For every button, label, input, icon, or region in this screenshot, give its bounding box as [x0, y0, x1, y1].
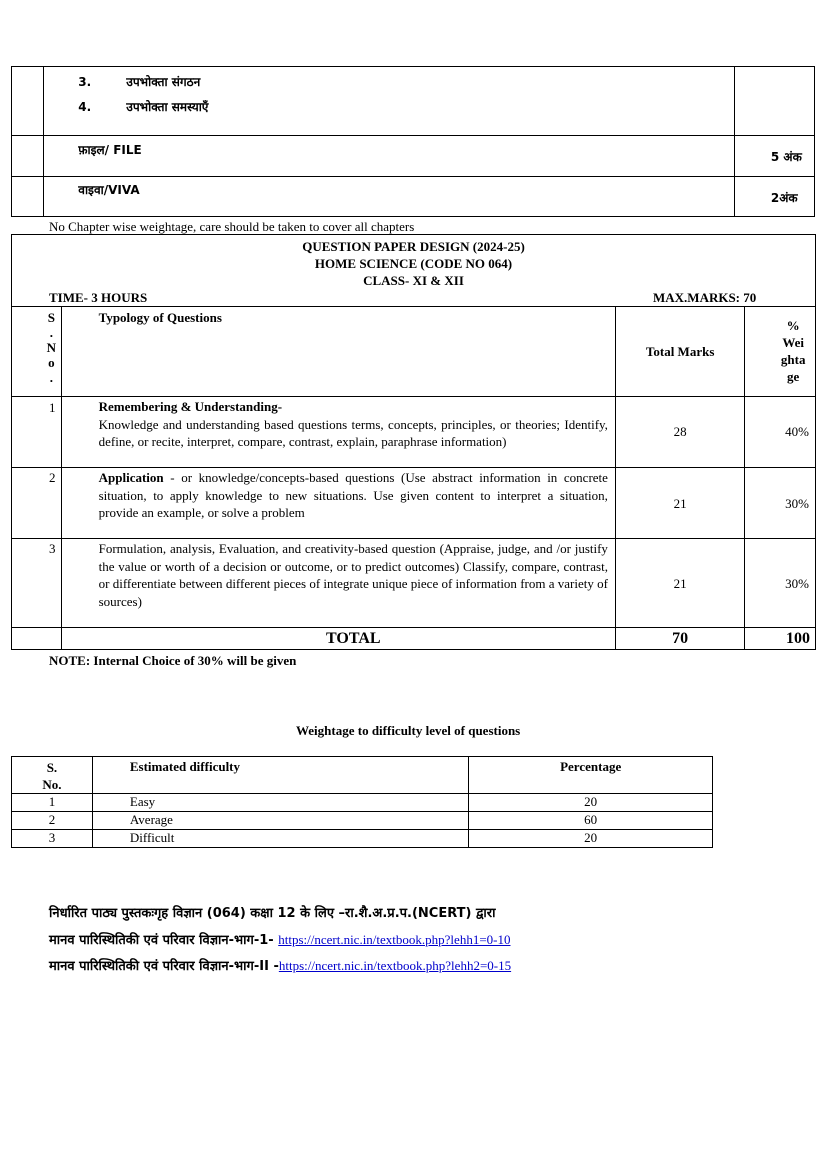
row-description: Knowledge and understanding based questions terms, concepts, principles, or theories; Identify, define, or recite, interpret, compare, contrast, explain, paraphrase information) [98, 416, 608, 449]
sno-header-label: S . N o . [46, 310, 56, 385]
row-pct-value: 40% [785, 424, 809, 439]
difficulty-row-level: Average [92, 812, 468, 830]
book-1-label: मानव पारिस्थितिकी एवं परिवार विज्ञान-भाग-1- [49, 933, 279, 948]
book-2-label: मानव पारिस्थितिकी एवं परिवार विज्ञान-भाग-II - [49, 959, 279, 974]
row-marks [615, 539, 744, 628]
book-2-link[interactable]: https://ncert.nic.in/textbook.php?lehh2=0-15 [278, 958, 512, 973]
row-marks-value: 21 [673, 576, 687, 591]
total-label: TOTAL [326, 630, 381, 647]
difficulty-level-label: Estimated difficulty [129, 759, 241, 774]
row-sno [12, 397, 62, 468]
difficulty-level-header [92, 757, 468, 794]
marks-table-blank-cell [12, 177, 44, 217]
qp-time: TIME- 3 HOURS [49, 290, 148, 305]
total-blank-cell [12, 628, 62, 650]
viva-label: वाइवा/VIVA [78, 183, 140, 197]
file-marks: 5 अंक [770, 150, 802, 164]
viva-marks-cell [734, 177, 814, 217]
total-marks-header [615, 307, 744, 397]
row-description: Formulation, analysis, Evaluation, and creativity-based question (Appraise, judge, and /or justify the value or worth of a decision or outcome, or to predict outcomes) Classify, compare, contrast, or differentiate between different pieces of integrate unique piece of information from a variety of sources) [98, 541, 608, 609]
row-pct [745, 539, 816, 628]
difficulty-row-number: 1 [12, 794, 93, 812]
qp-subject: HOME SCIENCE (CODE NO 064) [314, 256, 513, 271]
difficulty-row-pct: 20 [469, 794, 713, 812]
row-marks-value: 28 [673, 424, 687, 439]
sno-header [12, 307, 62, 397]
total-marks-cell [615, 628, 744, 650]
total-pct: 100 [786, 630, 810, 647]
marks-table-blank-cell [12, 67, 44, 136]
total-label-cell [61, 628, 615, 650]
file-label: फ़ाइल/ FILE [78, 143, 142, 157]
topic-item [78, 98, 734, 115]
difficulty-row-level: Easy [92, 794, 468, 812]
row-pct [745, 397, 816, 468]
row-sno [12, 539, 62, 628]
question-typology-table [11, 306, 816, 650]
row-heading: Application [98, 470, 164, 485]
viva-marks: 2अंक [770, 191, 798, 205]
row-number: 3 [49, 541, 56, 556]
row-pct-value: 30% [785, 576, 809, 591]
book-1-line [49, 930, 510, 948]
difficulty-table [11, 756, 713, 848]
qp-title: QUESTION PAPER DESIGN (2024-25) [302, 239, 525, 254]
difficulty-row-number: 3 [12, 830, 93, 848]
chapter-weightage-note: No Chapter wise weightage, care should be taken to cover all chapters [49, 219, 415, 234]
row-typology [61, 468, 615, 539]
table-header-row [12, 307, 816, 397]
difficulty-row-pct: 20 [469, 830, 713, 848]
weightage-header-label: % Wei ghta ge [780, 318, 806, 384]
topic-text: उपभोक्ता संगठन [126, 75, 201, 89]
typology-header-label: Typology of Questions [98, 310, 222, 325]
book-2-line [49, 956, 511, 974]
topic-list-cell [44, 67, 735, 136]
difficulty-pct-header [469, 757, 713, 794]
topic-text: उपभोक्ता समस्याएँ [126, 100, 209, 114]
table-row [12, 794, 713, 812]
marks-blank-cell [734, 67, 814, 136]
qp-max-marks: MAX.MARKS: 70 [653, 290, 757, 305]
row-marks [615, 397, 744, 468]
weightage-header [745, 307, 816, 397]
row-description: - or knowledge/concepts-based questions (Use abstract information in concrete situation, to apply knowledge to new situations. Use given content to interpret a situation, provide an example, or solve a problem [98, 470, 608, 520]
row-number: 2 [49, 470, 56, 485]
row-pct-value: 30% [785, 496, 809, 511]
difficulty-row-pct: 60 [469, 812, 713, 830]
typology-header [61, 307, 615, 397]
row-typology [61, 397, 615, 468]
file-marks-cell [734, 136, 814, 177]
viva-cell [44, 177, 735, 217]
table-row [12, 397, 816, 468]
internal-choice-note: NOTE: Internal Choice of 30% will be given [49, 653, 297, 668]
row-sno [12, 468, 62, 539]
file-cell [44, 136, 735, 177]
total-pct-cell [745, 628, 816, 650]
table-row [12, 830, 713, 848]
table-row [12, 468, 816, 539]
difficulty-header-row [12, 757, 713, 794]
marks-table-blank-cell [12, 136, 44, 177]
topic-number: 4. [78, 100, 92, 114]
row-marks-value: 21 [673, 496, 687, 511]
row-marks [615, 468, 744, 539]
row-number: 1 [49, 400, 56, 415]
difficulty-sno-header [12, 757, 93, 794]
table-row [12, 539, 816, 628]
book-1-link[interactable]: https://ncert.nic.in/textbook.php?lehh1=0-10 [278, 932, 511, 947]
difficulty-row-number: 2 [12, 812, 93, 830]
total-marks-header-label: Total Marks [645, 344, 715, 359]
row-pct [745, 468, 816, 539]
topic-number: 3. [78, 75, 92, 89]
marks-table [11, 66, 815, 217]
row-typology [61, 539, 615, 628]
prescribed-books-heading: निर्धारित पाठ्य पुस्तकःगृह विज्ञान (064) कक्षा 12 के लिए –रा.शै.अ.प्र.प.(NCERT) द्वारा [49, 906, 496, 921]
difficulty-title: Weightage to difficulty level of questions [296, 723, 521, 738]
topic-item [78, 73, 734, 90]
total-marks: 70 [672, 630, 689, 647]
difficulty-row-level: Difficult [92, 830, 468, 848]
row-heading: Remembering & Understanding- [98, 399, 283, 414]
qp-class: CLASS- XI & XII [363, 273, 464, 288]
total-row [12, 628, 816, 650]
difficulty-pct-label: Percentage [560, 759, 622, 774]
table-row [12, 812, 713, 830]
question-paper-header [11, 234, 816, 307]
difficulty-sno-label: S. No. [42, 760, 62, 792]
